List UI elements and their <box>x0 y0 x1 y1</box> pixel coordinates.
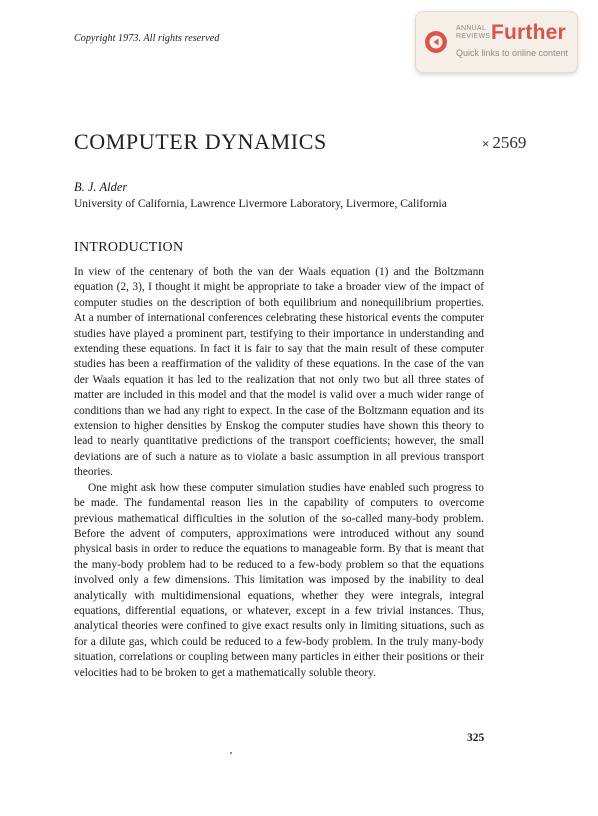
scan-speck <box>230 752 232 754</box>
marker-symbol: × <box>482 136 490 151</box>
article-title: COMPUTER DYNAMICS <box>74 129 327 154</box>
page-number: 325 <box>467 732 485 744</box>
further-subtitle: Quick links to online content <box>456 48 569 58</box>
annual-reviews-further-banner[interactable] <box>415 11 578 73</box>
body-paragraph-2: One might ask how these computer simulation studies have enabled such progress to be made. The fundamental reason lies in the capability of computers to overcome previous mathematical difficulties in the solution of the so-called many-body problem. Before the advent of computers, approximations were introduced without any sound physical basis in order to reduce the equations to manageable form. By that is meant that the many-body problem had to be reduced to a few-body problem so that the equations involved only a few dimensions. This limitation was imposed by the inability to deal analytically with multidimensional equations, whether they were integrals, integral equations, differential equations, or whatever, except in a few trivial instances. Thus, analytical theories were confined to give exact results only in limiting situations, such as for a dilute gas, which could be reduced to a few-body problem. In the truly many-body situation, correlations or coupling between many particles in either their positions or their velocities had to be broken to get a mathematically soluble theory. <box>74 481 484 679</box>
author-name: B. J. Alder <box>74 180 128 194</box>
author-affiliation: University of California, Lawrence Livermore Laboratory, Livermore, California <box>74 198 447 210</box>
annual-reviews-word-reviews: REVIEWS <box>456 33 491 40</box>
annual-reviews-wordmark <box>456 25 490 41</box>
further-brand-text: Further <box>491 21 566 44</box>
annual-reviews-logo-icon <box>424 30 448 54</box>
section-heading: INTRODUCTION <box>74 240 184 255</box>
annual-reviews-word-annual: ANNUAL <box>456 25 487 32</box>
body-paragraph-1: In view of the centenary of both the van der Waals equation (1) and the Boltzmann equation (2, 3), I thought it might be appropriate to take a broader view of the impact of computer studies on the description of both equilibrium and nonequilibrium properties. At a number of international conferences celebrating these historical events the computer studies have played a prominent part, testifying to their importance in understanding and extending these equations. In fact it is fair to say that the main result of these computer studies has been a reaffirmation of the validity of these equations. In the case of the van der Waals equation it has led to the realization that not only two but all three states of matter are included in this model and that the model is valid over a much wider range of conditions than we had any right to expect. In the case of the Boltzmann equation and its extension to higher densities by Enskog the computer studies have shown this theory to lead to nearly quantitative predictions of the transport coefficients; however, the small deviations are of such a nature as to violate a basic assumption in all previous transport theories. <box>74 266 484 479</box>
marker-number: 2569 <box>492 133 527 152</box>
article-body <box>74 265 484 681</box>
article-marker <box>482 133 526 153</box>
copyright-notice: Copyright 1973. All rights reserved <box>74 33 220 44</box>
